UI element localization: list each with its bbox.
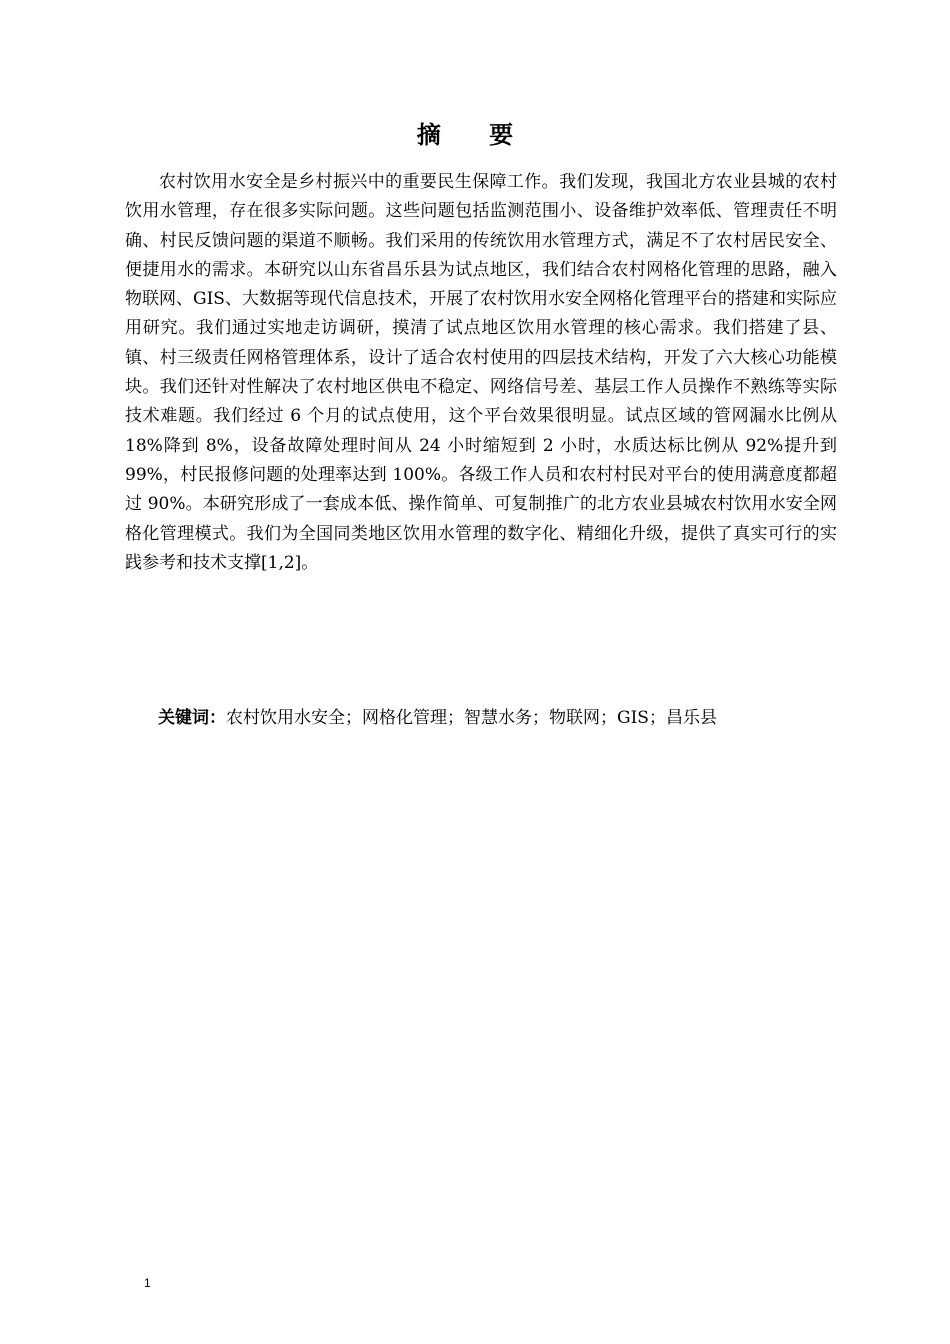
keywords-line	[158, 704, 838, 733]
page-number: 1	[144, 1276, 151, 1290]
keywords-label: 关键词：	[158, 708, 226, 728]
abstract-title: 摘 要	[416, 121, 534, 149]
abstract-body: 农村饮用水安全是乡村振兴中的重要民生保障工作。我们发现，我国北方农业县城的农村饮用水管理，存在很多实际问题。这些问题包括监测范围小、设备维护效率低、管理责任不明确、村民反馈问题的渠道不顺畅。我们采用的传统饮用水管理方式，满足不了农村居民安全、便捷用水的需求。本研究以山东省昌乐县为试点地区，我们结合农村网格化管理的思路，融入物联网、GIS、大数据等现代信息技术，开展了农村饮用水安全网格化管理平台的搭建和实际应用研究。我们通过实地走访调研，摸清了试点地区饮用水管理的核心需求。我们搭建了县、镇、村三级责任网格管理体系，设计了适合农村使用的四层技术结构，开发了六大核心功能模块。我们还针对性解决了农村地区供电不稳定、网络信号差、基层工作人员操作不熟练等实际技术难题。我们经过 6 个月的试点使用，这个平台效果很明显。试点区域的管网漏水比例从 18%降到 8%，设备故障处理时间从 24 小时缩短到 2 小时，水质达标比例从 92%提升到 99%，村民报修问题的处理率达到 100%。各级工作人员和农村村民对平台的使用满意度都超过 90%。本研究形成了一套成本低、操作简单、可复制推广的北方农业县城农村饮用水安全网格化管理模式。我们为全国同类地区饮用水管理的数字化、精细化升级，提供了真实可行的实践参考和技术支撑[1,2]。	[125, 172, 837, 573]
keywords-text: 农村饮用水安全；网格化管理；智慧水务；物联网；GIS；昌乐县	[226, 708, 717, 728]
